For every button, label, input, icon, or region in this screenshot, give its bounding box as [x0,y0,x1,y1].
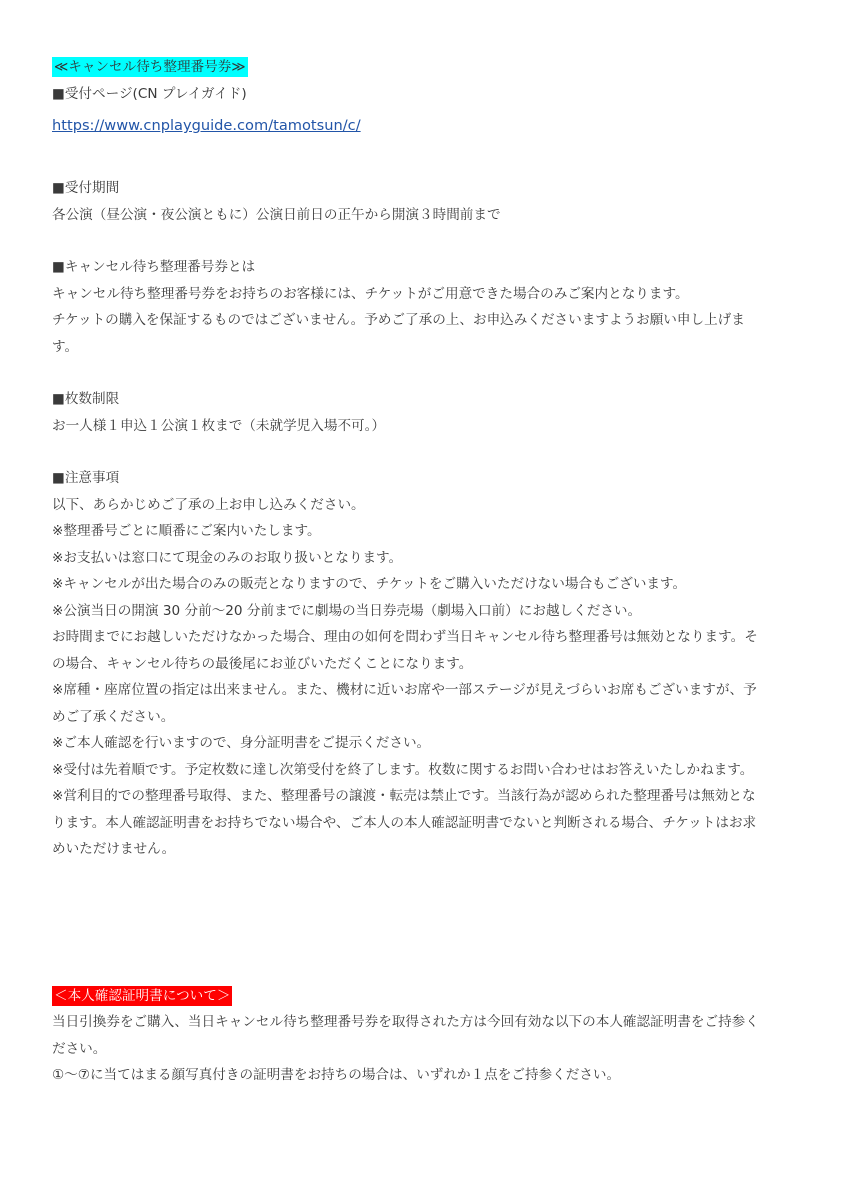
notes-line: ※受付は先着順です。予定枚数に達し次第受付を終了します。枚数に関するお問い合わせはお答えいたしかねます。 [52,761,754,778]
limit-text: お一人様１申込１公演１枚まで（未就学児入場不可。） [52,417,386,434]
id-section-line: ださい。 [52,1040,107,1057]
notes-line: ※整理番号ごとに順番にご案内いたします。 [52,523,321,539]
id-section-line: ①〜⑦に当てはまる顔写真付きの証明書をお持ちの場合は、いずれか１点をご持参ください。 [52,1067,621,1083]
notes-line: ※キャンセルが出た場合のみの販売となりますので、チケットをご購入いただけない場合もございます。 [52,576,687,592]
limit-title: ■枚数制限 [52,391,120,407]
notes-line: お時間までにお越しいただけなかった場合、理由の如何を問わず当日キャンセル待ち整理番号は無効となります。そ [52,629,758,645]
notes-line: の場合、キャンセル待ちの最後尾にお並びいただくことになります。 [52,655,473,672]
notes-line: ※お支払いは窓口にて現金のみのお取り扱いとなります。 [52,549,403,566]
cancel-wait-ticket-heading: ≪キャンセル待ち整理番号券≫ [54,59,246,75]
section-heading-cancel-wait [52,54,792,81]
notes-line: ※席種・座席位置の指定は出来ません。また、機材に近いお席や一部ステージが見えづらいお席もございますが、予 [52,682,757,698]
reception-page-label: ■受付ページ(CN プレイガイド) [52,85,247,102]
notes-line: 以下、あらかじめご了承の上お申し込みください。 [52,496,365,513]
notes-line: ※公演当日の開演 30 分前〜20 分前までに劇場の当日券売場（劇場入口前）にお越しください。 [52,602,642,619]
about-line: チケットの購入を保証するものではございません。予めご了承の上、お申込みくださいますようお願い申し上げま [52,312,745,328]
notes-line: ※ご本人確認を行いますので、身分証明書をご提示ください。 [52,735,431,751]
about-line: す。 [52,338,79,355]
section-heading-id-docs [52,983,792,1010]
reception-url-link[interactable]: https://www.cnplayguide.com/tamotsun/c/ [52,117,361,134]
id-section-line: 当日引換券をご購入、当日キャンセル待ち整理番号券を取得された方は今回有効な以下の本人確認証明書をご持参く [52,1014,759,1030]
reception-url-row [52,107,792,141]
notes-line: ります。本人確認証明書をお持ちでない場合や、ご本人の本人確認証明書でないと判断される場合、チケットはお求 [52,814,757,831]
about-title: ■キャンセル待ち整理番号券とは [52,259,256,275]
notes-line: めいただけません。 [52,841,176,857]
document-page [52,54,792,1089]
notes-title: ■注意事項 [52,470,120,486]
period-text: 各公演（昼公演・夜公演ともに）公演日前日の正午から開演３時間前まで [52,206,501,223]
period-title: ■受付期間 [52,180,120,196]
about-line: キャンセル待ち整理番号券をお持ちのお客様には、チケットがご用意できた場合のみご案内となります。 [52,285,689,302]
notes-line: めご了承ください。 [52,708,175,725]
notes-line: ※営利目的での整理番号取得、また、整理番号の譲渡・転売は禁止です。当該行為が認められた整理番号は無効とな [52,788,756,804]
id-documents-heading: ＜本人確認証明書について＞ [54,987,231,1004]
